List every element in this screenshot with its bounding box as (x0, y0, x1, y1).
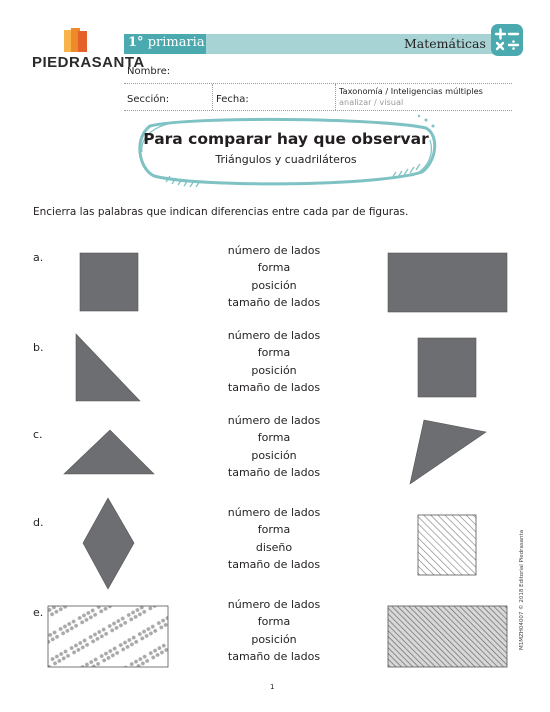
option-word[interactable]: diseño (255, 540, 293, 554)
shape-d-rhombus (83, 498, 134, 589)
option-word[interactable]: forma (257, 261, 291, 275)
option-word[interactable]: número de lados (227, 244, 321, 257)
taxonomy-value: analizar / visual (339, 97, 404, 107)
shape-e-hatched-rectangle (388, 606, 507, 667)
shape-c-scalene-triangle (410, 420, 486, 484)
option-word[interactable]: forma (257, 615, 291, 629)
option-word[interactable]: forma (257, 346, 291, 360)
exercise-label-d: d. (33, 516, 44, 529)
option-word[interactable]: tamaño de lados (227, 295, 321, 309)
page-subtitle: Triángulos y cuadriláteros (215, 153, 357, 166)
name-label: Nombre: (127, 66, 171, 77)
option-word[interactable]: posición (251, 448, 297, 462)
option-word[interactable]: número de lados (227, 414, 321, 427)
section-label: Sección: (127, 94, 170, 105)
option-word[interactable]: posición (251, 363, 297, 377)
shape-d-hatched-square (418, 515, 476, 575)
date-label: Fecha: (216, 94, 249, 105)
option-word[interactable]: forma (257, 431, 291, 445)
grade-number: 1° (128, 35, 144, 50)
option-word[interactable]: forma (257, 523, 291, 537)
brand-name: PIEDRASANTA (32, 54, 145, 71)
option-word[interactable]: tamaño de lados (227, 380, 321, 394)
exercise-label-c: c. (33, 428, 43, 441)
option-word[interactable]: posición (251, 632, 297, 646)
shape-c-isosceles-triangle (64, 430, 154, 474)
shape-a-small-square (80, 253, 138, 311)
exercise-label-a: a. (33, 251, 44, 264)
shape-b-square (418, 338, 476, 397)
side-copyright: M1MZH04007 © 2018 Editorial Piedrasanta (519, 529, 525, 650)
option-word[interactable]: número de lados (227, 506, 321, 519)
option-word[interactable]: tamaño de lados (227, 649, 321, 663)
option-word[interactable]: tamaño de lados (227, 465, 321, 479)
option-word[interactable]: posición (251, 278, 297, 292)
option-word[interactable]: tamaño de lados (227, 557, 321, 571)
page-number: 1 (270, 683, 275, 691)
shape-b-right-triangle (76, 334, 140, 401)
instruction-text: Encierra las palabras que indican diferencias entre cada par de figuras. (33, 206, 409, 218)
grade-text: primaria (147, 35, 205, 50)
option-word[interactable]: número de lados (227, 329, 321, 342)
taxonomy-label: Taxonomía / Inteligencias múltiples (339, 86, 483, 96)
exercise-label-b: b. (33, 341, 44, 354)
shape-a-rectangle (388, 253, 507, 312)
subject-title: Matemáticas (404, 36, 486, 51)
exercise-label-e: e. (33, 606, 44, 619)
option-word[interactable]: número de lados (227, 598, 321, 611)
page-title: Para comparar hay que observar (143, 130, 429, 148)
shape-e-dotted-rectangle (48, 606, 168, 667)
